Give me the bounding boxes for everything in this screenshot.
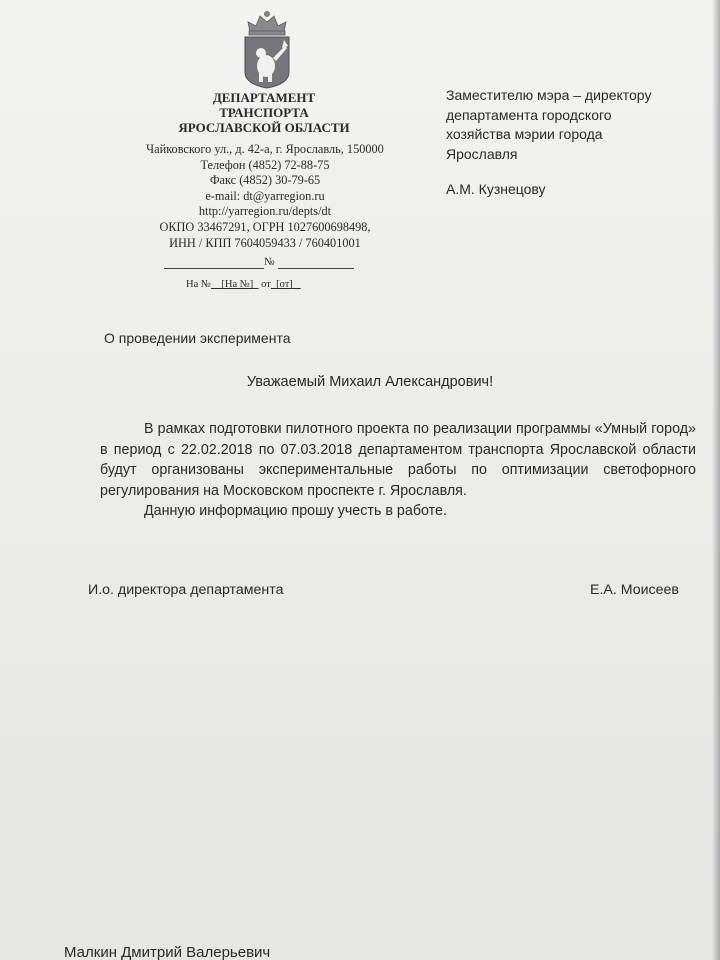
paper-edge-shadow xyxy=(712,0,720,960)
reply-prefix: На № xyxy=(186,279,211,290)
department-name xyxy=(150,90,378,135)
inn-kpp: ИНН / КПП 7604059433 / 760401001 xyxy=(169,235,361,250)
addressee-name: А.М. Кузнецову xyxy=(446,181,546,197)
signatory-position: И.о. директора департамента xyxy=(88,582,284,598)
phone: Телефон (4852) 72-88-75 xyxy=(200,157,330,172)
reply-ref: [На №] xyxy=(221,279,254,290)
letter-subject: О проведении эксперимента xyxy=(104,330,291,346)
email: e-mail: dt@yarregion.ru xyxy=(205,188,325,203)
dept-line-2: ТРАНСПОРТА xyxy=(219,105,309,120)
addressee-line-3: хозяйства мэрии города xyxy=(446,126,603,142)
website: http://yarregion.ru/depts/dt xyxy=(198,204,332,219)
yaroslavl-coat-of-arms-emblem xyxy=(240,10,294,90)
reply-from: от xyxy=(261,279,271,290)
reg-number-sign: № xyxy=(264,256,275,268)
addressee-block xyxy=(446,86,706,164)
date-blank-underline xyxy=(164,268,264,269)
signatory-name: Е.А. Моисеев xyxy=(590,582,679,598)
addressee-line-2: департамента городского xyxy=(446,106,612,123)
addressee-line-4: Ярославля xyxy=(446,145,518,162)
number-blank-underline xyxy=(278,268,354,269)
fax: Факс (4852) 30-79-65 xyxy=(209,173,321,188)
reply-reference-line xyxy=(186,279,301,290)
okpo-ogrn: ОКПО 33467291, ОГРН 1027600698498, xyxy=(159,219,371,234)
department-contacts xyxy=(110,142,420,251)
dept-line-3: ЯРОСЛАВСКОЙ ОБЛАСТИ xyxy=(178,120,350,135)
body-paragraph-2: Данную информацию прошу учесть в работе. xyxy=(144,503,447,519)
reply-date: [от] xyxy=(276,279,293,290)
letter-salutation: Уважаемый Михаил Александрович! xyxy=(246,374,494,390)
executor-name: Малкин Дмитрий Валерьевич xyxy=(64,944,271,960)
addressee-line-1: Заместителю мэра – директору xyxy=(446,87,652,103)
body-paragraph-1: В рамках подготовки пилотного проекта по реализации программы «Умный город» в период с 22.02.2018 по 07.03.2018 департаментом транспорта Ярославской области будут организованы экспериментальные работы по оптимизации светофорного регулирования на Московском проспекте г. Ярославля. xyxy=(100,421,696,499)
address: Чайковского ул., д. 42-а, г. Ярославль, 150000 xyxy=(146,142,384,156)
dept-line-1: ДЕПАРТАМЕНТ xyxy=(212,90,316,105)
letter-body xyxy=(100,419,696,522)
registration-number-line xyxy=(160,256,360,270)
